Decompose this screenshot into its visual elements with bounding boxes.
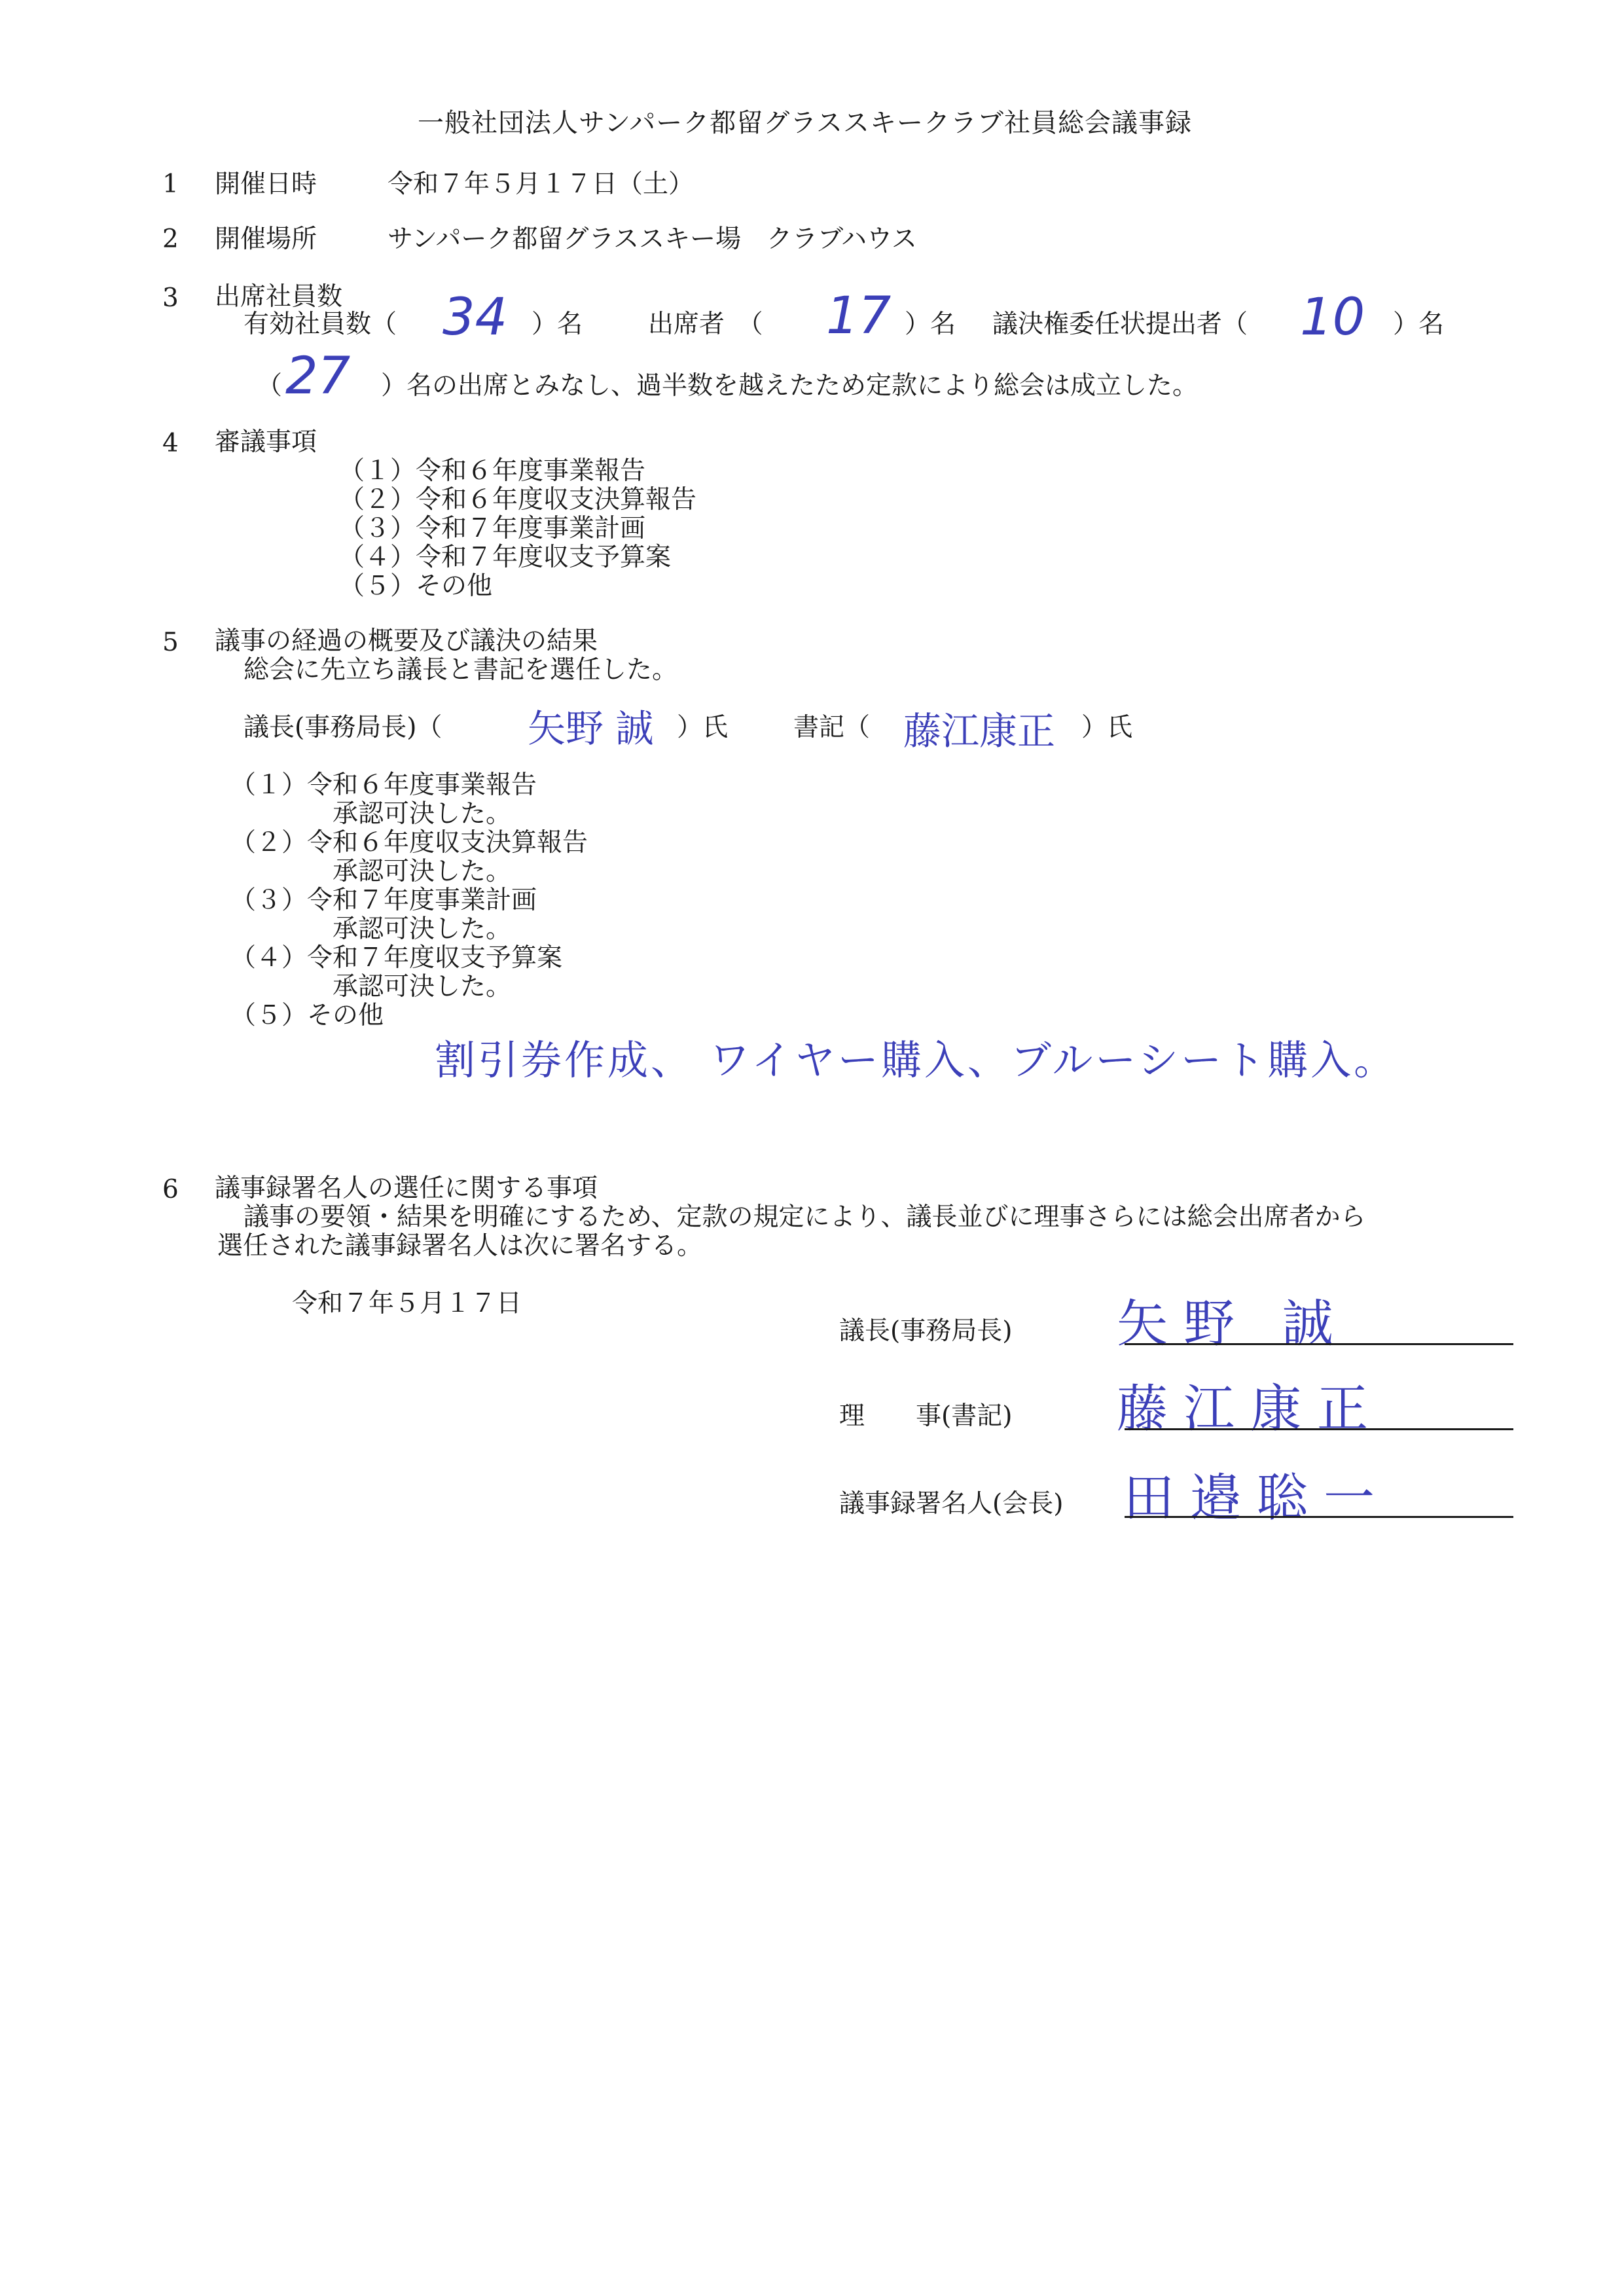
agenda-item-1: （１）令和６年度事業報告 — [339, 456, 646, 486]
valid-members-label: 有効社員数（ — [244, 310, 397, 339]
section-2-label: 開催場所 — [215, 225, 317, 254]
result-item-2-head: （２）令和６年度収支決算報告 — [230, 828, 588, 857]
section-6-label: 議事録署名人の選任に関する事項 — [215, 1174, 598, 1203]
section-4-label: 審議事項 — [215, 427, 317, 457]
attendees-count: 17 — [826, 287, 892, 346]
section-6-body-line-2: 選任された議事録署名人は次に署名する。 — [217, 1231, 703, 1261]
valid-members-suffix: ）名 — [532, 310, 583, 339]
meeting-venue: サンパーク都留グラススキー場 クラブハウス — [388, 225, 917, 254]
result-item-3-result: 承認可決した。 — [333, 914, 512, 944]
signature-role-signer: 議事録署名人(会長) — [839, 1489, 1064, 1519]
section-5-intro: 総会に先立ち議長と書記を選任した。 — [244, 655, 678, 685]
section-1-label: 開催日時 — [215, 170, 317, 199]
proxy-count: 10 — [1300, 288, 1365, 347]
signature-chair-handwritten: 矢野 誠 — [1117, 1295, 1349, 1354]
section-1-number: 1 — [162, 170, 179, 199]
signature-director-handwritten: 藤江康正 — [1117, 1380, 1384, 1439]
agenda-item-4: （４）令和７年度収支予算案 — [339, 543, 672, 572]
section-5-number: 5 — [162, 628, 179, 657]
result-item-2-result: 承認可決した。 — [333, 857, 512, 886]
chair-label: 議長(事務局長)（ — [244, 713, 442, 742]
deemed-open: （ — [257, 371, 283, 401]
quorum-statement: ）名の出席とみなし、過半数を越えたため定款により総会は成立した。 — [381, 371, 1199, 401]
result-item-5-head: （５）その他 — [230, 1001, 384, 1030]
meeting-date: 令和７年５月１７日（土） — [388, 170, 695, 199]
deemed-attendance-count: 27 — [285, 347, 351, 406]
signing-date: 令和７年５月１７日 — [292, 1289, 522, 1318]
agenda-item-5: （５）その他 — [339, 571, 493, 601]
clerk-label: 書記（ — [793, 713, 871, 742]
other-matters-handwritten: 割引券作成、 ワイヤー購入、ブルーシート購入。 — [435, 1036, 1398, 1084]
section-6-body-line-1: 議事の要領・結果を明確にするため、定款の規定により、議長並びに理事さらには総会出席者から — [244, 1202, 1366, 1232]
section-2-number: 2 — [162, 225, 179, 254]
chair-name-handwritten: 矢野 誠 — [528, 706, 654, 751]
result-item-1-result: 承認可決した。 — [333, 799, 512, 829]
clerk-suffix: ）氏 — [1081, 713, 1133, 742]
proxy-suffix: ）名 — [1393, 310, 1445, 339]
chair-suffix: ）氏 — [677, 713, 729, 742]
agenda-item-2: （２）令和６年度収支決算報告 — [339, 485, 697, 514]
agenda-item-3: （３）令和７年度事業計画 — [339, 514, 646, 543]
attendees-suffix: ）名 — [905, 310, 956, 339]
valid-members-count: 34 — [442, 288, 508, 347]
section-3-label: 出席社員数 — [215, 282, 343, 312]
result-item-1-head: （１）令和６年度事業報告 — [230, 770, 537, 800]
document-title: 一般社団法人サンパーク都留グラススキークラブ社員総会議事録 — [418, 108, 1192, 138]
signature-signer-handwritten: 田邉聡一 — [1123, 1469, 1391, 1528]
signature-line-chair — [1125, 1343, 1513, 1345]
section-5-label: 議事の経過の概要及び議決の結果 — [215, 626, 598, 656]
signature-role-chair: 議長(事務局長) — [839, 1316, 1013, 1346]
signature-line-signer — [1125, 1516, 1513, 1518]
proxy-label: 議決権委任状提出者（ — [992, 310, 1248, 339]
result-item-3-head: （３）令和７年度事業計画 — [230, 886, 537, 915]
signature-role-director: 理 事(書記) — [839, 1401, 1013, 1431]
signature-line-director — [1125, 1428, 1513, 1430]
clerk-name-handwritten: 藤江康正 — [903, 709, 1056, 753]
result-item-4-result: 承認可決した。 — [333, 972, 512, 1001]
attendees-label: 出席者 （ — [648, 310, 763, 339]
section-3-number: 3 — [162, 283, 179, 313]
result-item-4-head: （４）令和７年度収支予算案 — [230, 943, 563, 973]
section-6-number: 6 — [162, 1175, 179, 1204]
section-4-number: 4 — [162, 429, 179, 458]
